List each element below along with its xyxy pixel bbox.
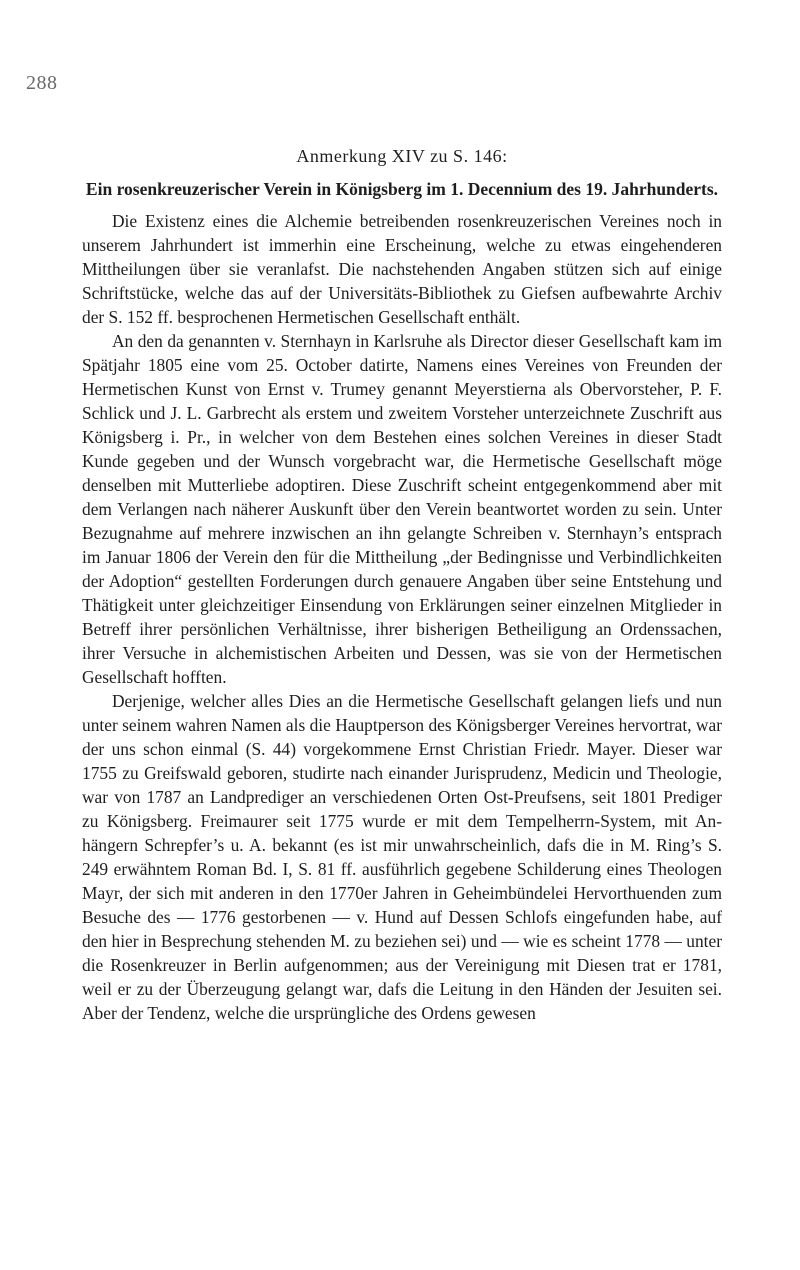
paragraph-3: Derjenige, welcher alles Dies an die Hermetische Gesellschaft gelangen liefs und nun unter seinem wahren Namen als die Hauptperson des Königsberger Vereines hervortrat, war der uns schon einmal (S. 44) vorgekommene Ernst Christian Friedr. Mayer. Dieser war 1755 zu Greifswald geboren, studirte nach einander Jurisprudenz, Medicin und Theologie, war von 1787 an Landprediger an verschiedenen Orten Ost-Preufsens, seit 1801 Prediger zu Königsberg. Freimaurer seit 1775 wurde er mit dem Tempelherrn-System, mit Anhängern Schrepfer’s u. A. bekannt (es ist mir unwahrscheinlich, dafs die in M. Ring’s S. 249 erwähntem Roman Bd. I, S. 81 ff. ausführlich gegebene Schilderung eines Theologen Mayr, der sich mit anderen in den 1770er Jahren in Geheimbündelei Hervorthuenden zum Besuche des — 1776 gestorbenen — v. Hund auf Dessen Schlofs eingefunden habe, auf den hier in Besprechung stehenden M. zu beziehen sei) und — wie es scheint 1778 — unter die Rosenkreuzer in Berlin aufgenommen; aus der Vereinigung mit Diesen trat er 1781, weil er zu der Überzeugung gelangt war, dafs die Leitung in den Händen der Jesuiten sei. Aber der Tendenz, welche die ursprüngliche des Ordens gewesen <box>82 691 722 1023</box>
text-body <box>82 143 722 1025</box>
section-heading: Ein rosenkreuzerischer Verein in Königsberg im 1. Decennium des 19. Jahrhunderts. <box>85 179 719 199</box>
note-title: Anmerkung XIV zu S. 146: <box>296 146 508 166</box>
paragraph-1: Die Existenz eines die Alchemie betreibenden rosenkreuzerischen Vereines noch in unserem Jahrhundert ist immerhin eine Erscheinung, welche zu etwas eingehenderen Mittheilungen über sie veranlafst. Die nachstehenden Angaben stützen sich auf einige Schriftstücke, welche das auf der Universitäts-Bibliothek zu Giefsen aufbewahrte Archiv der S. 152 ff. besprochenen Hermetischen Gesellschaft enthält. <box>82 211 722 327</box>
page-number: 288 <box>26 72 58 94</box>
paragraph-2: An den da genannten v. Sternhayn in Karlsruhe als Director dieser Gesellschaft kam im Spätjahr 1805 eine vom 25. October datirte, Namens eines Vereines von Freunden der Hermetischen Kunst von Ernst v. Trumey genannt Meyerstierna als Obervorsteher, P. F. Schlick und J. L. Garbrecht als erstem und zweitem Vorsteher unterzeichnete Zuschrift aus Königsberg i. Pr., in welcher von dem Bestehen eines solchen Vereines in dieser Stadt Kunde gegeben und der Wunsch vorgebracht war, die Hermetische Gesellschaft möge denselben mit Mutterliebe adoptiren. Diese Zuschrift scheint entgegenkommend aber mit dem Verlangen nach näherer Auskunft über den Verein beantwortet worden zu sein. Unter Bezugnahme auf mehrere inzwischen an ihn gelangte Schreiben v. Sternhayn’s entsprach im Januar 1806 der Verein den für die Mittheilung „der Bedingnisse und Verbindlichkeiten der Adoption“ gestellten Forderungen durch genauere Angaben über seine Entstehung und Thätigkeit unter gleichzeitiger Einsendung von Erklärungen seiner einzelnen Mitglieder in Betreff ihrer persönlichen Verhältnisse, ihrer bisherigen Betheiligung an Ordenssachen, ihrer Versuche in alchemistischen Arbeiten und Dessen, was sie von der Hermetischen Gesellschaft hofften. <box>82 331 722 687</box>
